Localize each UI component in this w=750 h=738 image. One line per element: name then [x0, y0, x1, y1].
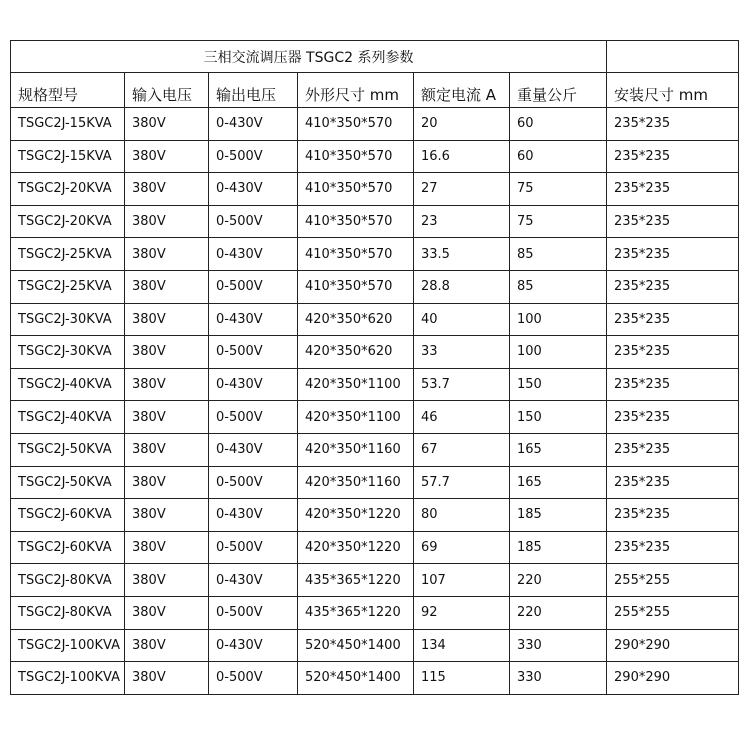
cell-input-voltage: 380V	[125, 531, 209, 564]
cell-weight: 330	[510, 629, 607, 662]
cell-weight: 165	[510, 433, 607, 466]
header-row	[11, 73, 739, 108]
cell-output-voltage: 0-500V	[209, 205, 298, 238]
cell-dimensions: 410*350*570	[298, 173, 414, 206]
cell-mounting-size: 235*235	[607, 303, 739, 336]
table-row	[11, 238, 739, 271]
title-row	[11, 41, 739, 73]
cell-model: TSGC2J-25KVA	[11, 270, 125, 303]
cell-dimensions: 410*350*570	[298, 270, 414, 303]
cell-model: TSGC2J-100KVA	[11, 662, 125, 695]
cell-output-voltage: 0-500V	[209, 270, 298, 303]
cell-rated-current: 16.6	[414, 140, 510, 173]
cell-output-voltage: 0-430V	[209, 433, 298, 466]
cell-dimensions: 410*350*570	[298, 140, 414, 173]
cell-weight: 220	[510, 596, 607, 629]
cell-model: TSGC2J-15KVA	[11, 108, 125, 141]
cell-output-voltage: 0-430V	[209, 238, 298, 271]
cell-mounting-size: 290*290	[607, 662, 739, 695]
table-row	[11, 368, 739, 401]
cell-dimensions: 520*450*1400	[298, 629, 414, 662]
cell-rated-current: 92	[414, 596, 510, 629]
table-row	[11, 499, 739, 532]
cell-output-voltage: 0-500V	[209, 531, 298, 564]
cell-input-voltage: 380V	[125, 466, 209, 499]
cell-dimensions: 420*350*1160	[298, 466, 414, 499]
cell-output-voltage: 0-430V	[209, 108, 298, 141]
cell-weight: 75	[510, 205, 607, 238]
cell-output-voltage: 0-500V	[209, 466, 298, 499]
cell-dimensions: 420*350*1100	[298, 401, 414, 434]
cell-output-voltage: 0-430V	[209, 368, 298, 401]
cell-model: TSGC2J-20KVA	[11, 205, 125, 238]
cell-rated-current: 20	[414, 108, 510, 141]
table-row	[11, 303, 739, 336]
cell-rated-current: 33.5	[414, 238, 510, 271]
table-title: 三相交流调压器 TSGC2 系列参数	[11, 41, 607, 73]
cell-weight: 85	[510, 270, 607, 303]
cell-input-voltage: 380V	[125, 368, 209, 401]
cell-dimensions: 410*350*570	[298, 108, 414, 141]
table-row	[11, 662, 739, 695]
cell-output-voltage: 0-430V	[209, 499, 298, 532]
table-row	[11, 531, 739, 564]
cell-mounting-size: 235*235	[607, 401, 739, 434]
cell-mounting-size: 290*290	[607, 629, 739, 662]
cell-rated-current: 80	[414, 499, 510, 532]
cell-dimensions: 420*350*1160	[298, 433, 414, 466]
spec-table	[10, 40, 739, 695]
cell-input-voltage: 380V	[125, 499, 209, 532]
cell-rated-current: 23	[414, 205, 510, 238]
cell-output-voltage: 0-500V	[209, 140, 298, 173]
header-output-voltage: 输出电压	[209, 73, 298, 108]
cell-weight: 185	[510, 499, 607, 532]
cell-mounting-size: 235*235	[607, 173, 739, 206]
cell-dimensions: 420*350*1100	[298, 368, 414, 401]
cell-output-voltage: 0-430V	[209, 564, 298, 597]
cell-weight: 330	[510, 662, 607, 695]
cell-mounting-size: 235*235	[607, 368, 739, 401]
cell-dimensions: 420*350*1220	[298, 531, 414, 564]
header-dimensions: 外形尺寸 mm	[298, 73, 414, 108]
cell-model: TSGC2J-40KVA	[11, 368, 125, 401]
cell-input-voltage: 380V	[125, 205, 209, 238]
cell-input-voltage: 380V	[125, 629, 209, 662]
cell-model: TSGC2J-25KVA	[11, 238, 125, 271]
cell-weight: 100	[510, 336, 607, 369]
cell-rated-current: 53.7	[414, 368, 510, 401]
cell-dimensions: 420*350*620	[298, 336, 414, 369]
cell-weight: 185	[510, 531, 607, 564]
table-row	[11, 629, 739, 662]
cell-input-voltage: 380V	[125, 433, 209, 466]
cell-mounting-size: 235*235	[607, 531, 739, 564]
cell-mounting-size: 235*235	[607, 466, 739, 499]
cell-rated-current: 40	[414, 303, 510, 336]
cell-dimensions: 410*350*570	[298, 205, 414, 238]
cell-rated-current: 33	[414, 336, 510, 369]
cell-model: TSGC2J-30KVA	[11, 336, 125, 369]
cell-input-voltage: 380V	[125, 564, 209, 597]
cell-rated-current: 57.7	[414, 466, 510, 499]
table-row	[11, 173, 739, 206]
cell-dimensions: 420*350*1220	[298, 499, 414, 532]
cell-rated-current: 27	[414, 173, 510, 206]
cell-output-voltage: 0-500V	[209, 336, 298, 369]
table-row	[11, 466, 739, 499]
cell-weight: 60	[510, 108, 607, 141]
cell-mounting-size: 235*235	[607, 108, 739, 141]
cell-model: TSGC2J-100KVA	[11, 629, 125, 662]
table-row	[11, 433, 739, 466]
cell-input-voltage: 380V	[125, 173, 209, 206]
cell-weight: 75	[510, 173, 607, 206]
header-model: 规格型号	[11, 73, 125, 108]
cell-model: TSGC2J-30KVA	[11, 303, 125, 336]
cell-model: TSGC2J-15KVA	[11, 140, 125, 173]
header-rated-current: 额定电流 A	[414, 73, 510, 108]
cell-dimensions: 435*365*1220	[298, 596, 414, 629]
cell-rated-current: 69	[414, 531, 510, 564]
cell-input-voltage: 380V	[125, 140, 209, 173]
cell-output-voltage: 0-500V	[209, 662, 298, 695]
table-row	[11, 401, 739, 434]
cell-rated-current: 134	[414, 629, 510, 662]
title-row-empty-cell	[607, 41, 739, 73]
cell-weight: 150	[510, 368, 607, 401]
header-mounting-size: 安装尺寸 mm	[607, 73, 739, 108]
cell-mounting-size: 235*235	[607, 433, 739, 466]
cell-mounting-size: 235*235	[607, 238, 739, 271]
cell-rated-current: 28.8	[414, 270, 510, 303]
table-row	[11, 270, 739, 303]
cell-input-voltage: 380V	[125, 596, 209, 629]
cell-mounting-size: 235*235	[607, 140, 739, 173]
cell-weight: 150	[510, 401, 607, 434]
cell-rated-current: 67	[414, 433, 510, 466]
table-row	[11, 564, 739, 597]
cell-weight: 85	[510, 238, 607, 271]
cell-weight: 100	[510, 303, 607, 336]
cell-input-voltage: 380V	[125, 270, 209, 303]
cell-input-voltage: 380V	[125, 303, 209, 336]
cell-dimensions: 435*365*1220	[298, 564, 414, 597]
cell-input-voltage: 380V	[125, 336, 209, 369]
cell-input-voltage: 380V	[125, 662, 209, 695]
cell-model: TSGC2J-40KVA	[11, 401, 125, 434]
cell-input-voltage: 380V	[125, 108, 209, 141]
cell-output-voltage: 0-430V	[209, 303, 298, 336]
header-input-voltage: 输入电压	[125, 73, 209, 108]
cell-input-voltage: 380V	[125, 238, 209, 271]
spec-sheet	[10, 40, 738, 695]
cell-model: TSGC2J-50KVA	[11, 433, 125, 466]
spec-table-body	[11, 41, 739, 695]
cell-rated-current: 115	[414, 662, 510, 695]
cell-mounting-size: 235*235	[607, 205, 739, 238]
cell-mounting-size: 255*255	[607, 596, 739, 629]
cell-output-voltage: 0-500V	[209, 401, 298, 434]
cell-weight: 60	[510, 140, 607, 173]
table-row	[11, 596, 739, 629]
cell-weight: 220	[510, 564, 607, 597]
cell-weight: 165	[510, 466, 607, 499]
cell-mounting-size: 255*255	[607, 564, 739, 597]
cell-model: TSGC2J-80KVA	[11, 596, 125, 629]
cell-model: TSGC2J-80KVA	[11, 564, 125, 597]
cell-rated-current: 107	[414, 564, 510, 597]
cell-mounting-size: 235*235	[607, 270, 739, 303]
table-row	[11, 108, 739, 141]
cell-dimensions: 420*350*620	[298, 303, 414, 336]
cell-output-voltage: 0-430V	[209, 629, 298, 662]
cell-output-voltage: 0-430V	[209, 173, 298, 206]
cell-rated-current: 46	[414, 401, 510, 434]
table-row	[11, 140, 739, 173]
table-row	[11, 205, 739, 238]
cell-dimensions: 410*350*570	[298, 238, 414, 271]
cell-input-voltage: 380V	[125, 401, 209, 434]
cell-model: TSGC2J-60KVA	[11, 499, 125, 532]
cell-mounting-size: 235*235	[607, 499, 739, 532]
cell-dimensions: 520*450*1400	[298, 662, 414, 695]
cell-model: TSGC2J-20KVA	[11, 173, 125, 206]
header-weight: 重量公斤	[510, 73, 607, 108]
cell-mounting-size: 235*235	[607, 336, 739, 369]
cell-output-voltage: 0-500V	[209, 596, 298, 629]
cell-model: TSGC2J-50KVA	[11, 466, 125, 499]
table-row	[11, 336, 739, 369]
cell-model: TSGC2J-60KVA	[11, 531, 125, 564]
